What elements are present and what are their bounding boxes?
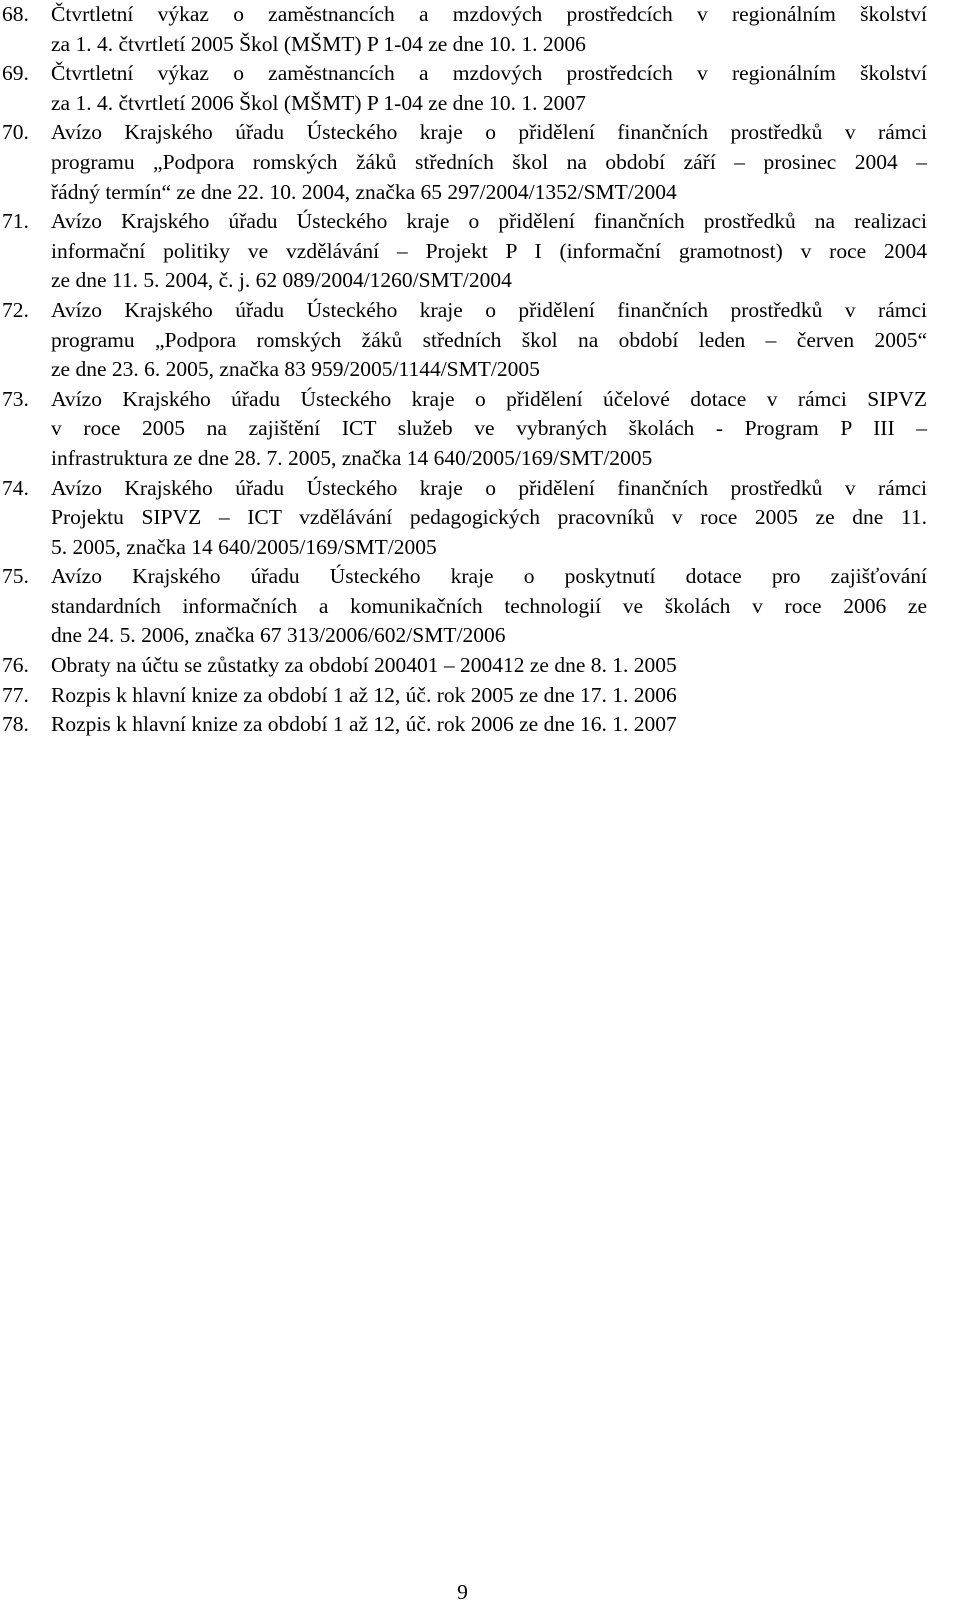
- item-line: Avízo Krajského úřadu Ústeckého kraje o přidělení finančních prostředků v rámci: [51, 297, 927, 322]
- item-line: programu „Podpora romských žáků středních škol na období leden – červen 2005“: [51, 327, 927, 352]
- item-number: 73.: [2, 386, 29, 411]
- item-line: Rozpis k hlavní knize za období 1 až 12, úč. rok 2006 ze dne 16. 1. 2007: [51, 712, 677, 737]
- item-line: Avízo Krajského úřadu Ústeckého kraje o přidělení finančních prostředků na realizaci: [51, 209, 927, 234]
- item-line: Avízo Krajského úřadu Ústeckého kraje o přidělení finančních prostředků v rámci: [51, 120, 927, 145]
- item-number: 68.: [2, 2, 29, 26]
- item-line: ze dne 11. 5. 2004, č. j. 62 089/2004/1260/SMT/2004: [51, 268, 512, 293]
- item-line: 5. 2005, značka 14 640/2005/169/SMT/2005: [51, 534, 437, 559]
- item-number: 75.: [2, 564, 29, 589]
- item-line: Avízo Krajského úřadu Ústeckého kraje o přidělení finančních prostředků v rámci: [51, 475, 927, 500]
- item-line: ze dne 23. 6. 2005, značka 83 959/2005/1144/SMT/2005: [51, 357, 540, 382]
- item-line: Čtvrtletní výkaz o zaměstnancích a mzdových prostředcích v regionálním školství: [51, 61, 927, 86]
- item-line: infrastruktura ze dne 28. 7. 2005, značka 14 640/2005/169/SMT/2005: [51, 445, 653, 470]
- list-item: [2, 0, 927, 59]
- item-line: za 1. 4. čtvrtletí 2006 Škol (MŠMT) P 1-04 ze dne 10. 1. 2007: [51, 90, 586, 115]
- item-line: v roce 2005 na zajištění ICT služeb ve vybraných školách - Program P III –: [51, 416, 927, 441]
- page-number: 9: [457, 1580, 468, 1604]
- item-line: za 1. 4. čtvrtletí 2005 Škol (MŠMT) P 1-04 ze dne 10. 1. 2006: [51, 31, 586, 56]
- list-item: [2, 59, 927, 118]
- item-number: 69.: [2, 61, 29, 86]
- list-item: [2, 710, 927, 740]
- item-number: 76.: [2, 653, 29, 678]
- item-line: standardních informačních a komunikačních technologií ve školách v roce 2006 ze: [51, 593, 927, 618]
- item-number: 74.: [2, 475, 29, 500]
- item-number: 77.: [2, 682, 29, 707]
- document-list: [2, 0, 927, 740]
- item-line: Rozpis k hlavní knize za období 1 až 12, úč. rok 2005 ze dne 17. 1. 2006: [51, 682, 677, 707]
- item-line: programu „Podpora romských žáků středních škol na období září – prosinec 2004 –: [51, 149, 927, 174]
- item-line: řádný termín“ ze dne 22. 10. 2004, značka 65 297/2004/1352/SMT/2004: [51, 179, 677, 204]
- item-number: 72.: [2, 297, 29, 322]
- item-line: dne 24. 5. 2006, značka 67 313/2006/602/SMT/2006: [51, 623, 506, 648]
- item-line: informační politiky ve vzdělávání – Projekt P I (informační gramotnost) v roce 2004: [51, 238, 927, 263]
- list-item: [2, 207, 927, 296]
- list-item: [2, 651, 927, 681]
- list-item: [2, 118, 927, 207]
- item-line: Avízo Krajského úřadu Ústeckého kraje o přidělení účelové dotace v rámci SIPVZ: [51, 386, 927, 411]
- list-item: [2, 296, 927, 385]
- item-line: Projektu SIPVZ – ICT vzdělávání pedagogických pracovníků v roce 2005 ze dne 11.: [51, 505, 927, 530]
- list-item: [2, 681, 927, 711]
- item-number: 78.: [2, 712, 29, 737]
- list-item: [2, 562, 927, 651]
- item-number: 70.: [2, 120, 29, 145]
- item-number: 71.: [2, 209, 29, 234]
- item-line: Avízo Krajského úřadu Ústeckého kraje o poskytnutí dotace pro zajišťování: [51, 564, 927, 589]
- list-item: [2, 474, 927, 563]
- item-line: Obraty na účtu se zůstatky za období 200401 – 200412 ze dne 8. 1. 2005: [51, 653, 677, 678]
- item-line: Čtvrtletní výkaz o zaměstnancích a mzdových prostředcích v regionálním školství: [51, 2, 927, 26]
- list-item: [2, 385, 927, 474]
